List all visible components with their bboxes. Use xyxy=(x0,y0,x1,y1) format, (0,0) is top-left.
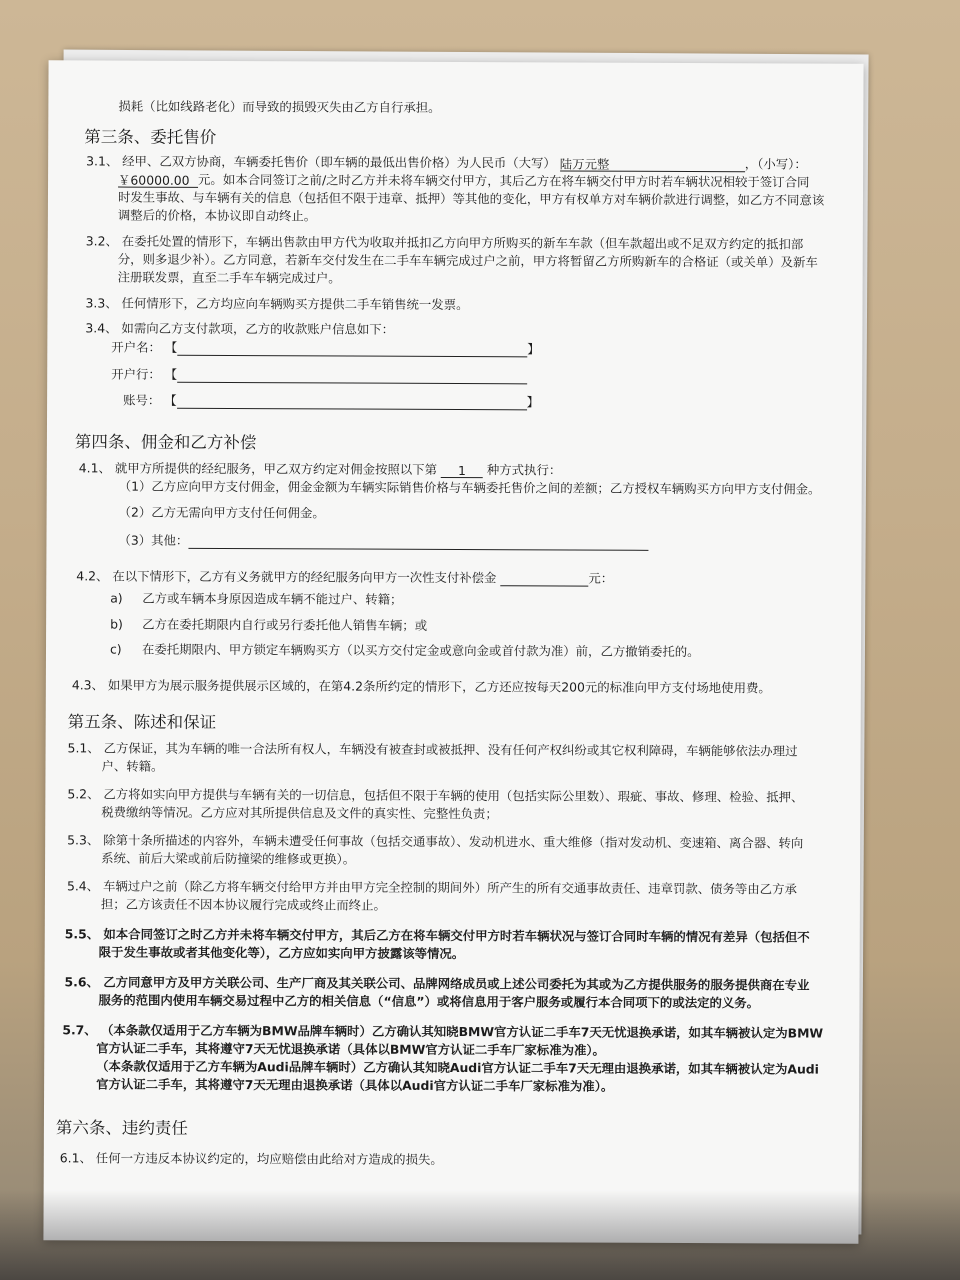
item-c: 在委托期限内、甲方锁定车辆购买方（以买方交付定金或意向金或首付款为准）前，乙方撤销委托的。 xyxy=(141,641,700,660)
clause-5-3-line-2: 系统、前后大梁或前后防撞梁的维修或更换）。 xyxy=(101,850,356,867)
account-name-row xyxy=(111,338,539,358)
contract-page xyxy=(43,60,863,1244)
item-b: 乙方在委托期限内自行或另行委托他人销售车辆；或 xyxy=(142,616,428,633)
clause-3-1-line-4: 调整后的价格，本协议即自动终止。 xyxy=(117,207,317,224)
clause-4-1 xyxy=(79,460,562,478)
clause-5-5-line-1: 5.5、 如本合同签订之时乙方并未将车辆交付甲方，其后乙方在将车辆交付甲方时若车辆状况与签订合同时车辆的情况有差异（包括但不 xyxy=(64,926,810,945)
option-3-blank xyxy=(188,534,648,551)
option-2: （2）乙方无需向甲方支付任何佣金。 xyxy=(118,504,325,521)
bank-label: 开户行： xyxy=(111,366,161,382)
right-bracket-icon: 】 xyxy=(526,394,540,410)
clause-3-2-line-2: 分，则多退少补）。乙方同意，若新车交付发生在二手车车辆完成过户之前，甲方将暂留乙方所购新车的合格证（或关单）及新车 xyxy=(117,251,818,270)
bank-blank xyxy=(177,369,527,385)
section-5-heading: 第五条、陈述和保证 xyxy=(67,712,217,732)
compensation-unit: 元： xyxy=(588,570,614,586)
right-bracket-icon: 】 xyxy=(527,341,540,357)
option-3 xyxy=(118,533,648,551)
section-4-heading: 第四条、佣金和乙方补偿 xyxy=(74,432,257,453)
clause-3-1-text-2: 元。如本合同签订之前/之时乙方并未将车辆交付甲方，其后乙方在将车辆交付甲方时若车辆状况相较于签订合同 xyxy=(198,171,810,190)
clause-5-7-line-4: 官方认证二手车，其将遵守7天无理由退换承诺（具体以Audi官方认证二手车厂家标准为准）。 xyxy=(96,1076,614,1094)
price-words-value: 陆万元整 xyxy=(559,156,610,172)
clause-4-1-text-2: 种方式执行： xyxy=(486,462,562,478)
clause-5-4-line-1: 5.4、 车辆过户之前（除乙方将车辆交付给甲方并由甲方完全控制的期间外）所产生的所有交通事故责任、违章罚款、债务等由乙方承 xyxy=(66,878,797,897)
clause-5-2-line-2: 税费缴纳等情况。乙方应对其所提供信息及文件的真实性、完整性负责； xyxy=(101,804,498,822)
clause-5-4-line-2: 担；乙方该责任不因本协议履行完成或终止而终止。 xyxy=(100,896,386,913)
table-edge-shadow xyxy=(0,1190,960,1280)
clause-3-1-line-2 xyxy=(118,172,809,191)
clause-5-2-line-1: 5.2、 乙方将如实向甲方提供与车辆有关的一切信息，包括但不限于车辆的使用（包括实际公里数）、瑕疵、事故、修理、检验、抵押、 xyxy=(67,786,804,805)
item-c-marker: c) xyxy=(109,641,122,657)
clause-5-5-line-2: 限于发生事故或者其他变化等），乙方应如实向甲方披露该等情况。 xyxy=(98,944,465,962)
clause-3-2-line-3: 注册联发票，直至二手车车辆完成过户。 xyxy=(117,269,341,286)
clause-3-4: 3.4、 如需向乙方支付款项，乙方的收款账户信息如下： xyxy=(85,320,395,337)
clause-5-7-line-3: （本条款仅适用于乙方车辆为Audi品牌车辆时）乙方确认其知晓Audi官方认证二手车7天无理由退换承诺，如其车辆被认定为Audi xyxy=(96,1058,819,1077)
item-a-marker: a) xyxy=(110,590,123,606)
clause-5-6-line-2: 服务的范围内使用车辆交易过程中乙方的相关信息（“信息”）或将信息用于客户服务或履行本合同项下的或法定的义务。 xyxy=(98,992,760,1011)
left-bracket-icon: 【 xyxy=(164,366,178,382)
account-name-blank xyxy=(177,342,527,358)
section-6-heading: 第六条、违约责任 xyxy=(55,1118,188,1138)
price-figure-field xyxy=(118,173,198,188)
account-number-blank xyxy=(177,395,527,411)
clause-5-6-line-1: 5.6、 乙方同意甲方及甲方关联公司、生产厂商及其关联公司、品牌网络成员或上述公司委托为其或为乙方提供服务的服务提供商在专业 xyxy=(64,974,810,993)
left-bracket-icon: 【 xyxy=(164,392,177,408)
account-number-row xyxy=(123,391,539,411)
option-3-label: （3）其他： xyxy=(118,532,189,548)
clause-5-7-line-2: 官方认证二手车，其将遵守7天无忧退换承诺（具体以BMW官方认证二手车厂家标准为准）。 xyxy=(96,1040,606,1058)
clause-4-2 xyxy=(76,568,613,586)
option-1: （1）乙方应向甲方支付佣金，佣金金额为车辆实际销售价格与车辆委托售价之间的差额；乙方授权车辆购买方向甲方支付佣金。 xyxy=(118,478,821,497)
clause-4-1-text: 4.1、 就甲方所提供的经纪服务，甲乙双方约定对佣金按照以下第 xyxy=(78,460,438,477)
bank-row xyxy=(111,365,527,385)
clause-5-1-line-1: 5.1、 乙方保证，其为车辆的唯一合法所有权人，车辆没有被查封或被抵押、没有任何产权纠纷或其它权利障碍，车辆能够依法办理过 xyxy=(67,740,798,759)
account-name-label: 开户名： xyxy=(111,339,161,355)
method-number-field xyxy=(441,463,483,478)
clause-6-1: 6.1、 任何一方违反本协议约定的，均应赔偿由此给对方造成的损失。 xyxy=(59,1150,443,1167)
price-figure-label: ，（小写）： xyxy=(744,156,807,172)
method-number-value: 1 xyxy=(457,463,466,479)
clause-3-3: 3.3、 任何情形下，乙方均应向车辆购买方提供二手车销售统一发票。 xyxy=(85,295,469,313)
clause-5-7-line-1: 5.7、 （本条款仅适用于乙方车辆为BMW品牌车辆时）乙方确认其知晓BMW官方认证二手车7天无忧退换承诺，如其车辆被认定为BMW xyxy=(62,1022,824,1041)
clause-3-1-line-3: 时发生事故、与车辆有关的信息（包括但不限于违章、抵押）等其他的变化，甲方有权单方对车辆价款进行调整，如乙方不同意该 xyxy=(117,189,825,208)
clause-3-2-line-1: 3.2、 在委托处置的情形下，车辆出售款由甲方代为收取并抵扣乙方向甲方所购买的新车车款（但车款超出或不足双方约定的抵扣部 xyxy=(85,233,804,252)
intro-line: 损耗（比如线路老化）而导致的损毁灭失由乙方自行承担。 xyxy=(118,98,441,115)
account-number-label: 账号： xyxy=(123,392,161,408)
section-3-heading: 第三条、委托售价 xyxy=(84,127,217,147)
clause-3-1-text: 3.1、 经甲、乙双方协商，车辆委托售价（即车辆的最低出售价格）为人民币（大写） xyxy=(86,153,556,171)
left-bracket-icon: 【 xyxy=(164,339,178,355)
price-figure-value: ￥60000.00 xyxy=(118,172,190,188)
clause-3-1-line-1 xyxy=(86,153,807,172)
clause-5-3-line-1: 5.3、 除第十条所描述的内容外，车辆未遭受任何事故（包括交通事故）、发动机进水、重大维修（指对发动机、变速箱、离合器、转向 xyxy=(67,832,804,851)
clause-4-2-text: 4.2、 在以下情形下，乙方有义务就甲方的经纪服务向甲方一次性支付补偿金 xyxy=(76,568,497,586)
item-a: 乙方或车辆本身原因造成车辆不能过户、转籍； xyxy=(142,590,403,607)
clause-5-1-line-2: 户、转籍。 xyxy=(101,758,164,774)
item-b-marker: b) xyxy=(110,616,123,632)
price-words-field xyxy=(560,156,745,172)
compensation-blank xyxy=(500,571,588,586)
clause-4-3: 4.3、 如果甲方为展示服务提供展示区域的，在第4.2条所约定的情形下，乙方还应按每天200元的标准向甲方支付场地使用费。 xyxy=(71,677,771,696)
